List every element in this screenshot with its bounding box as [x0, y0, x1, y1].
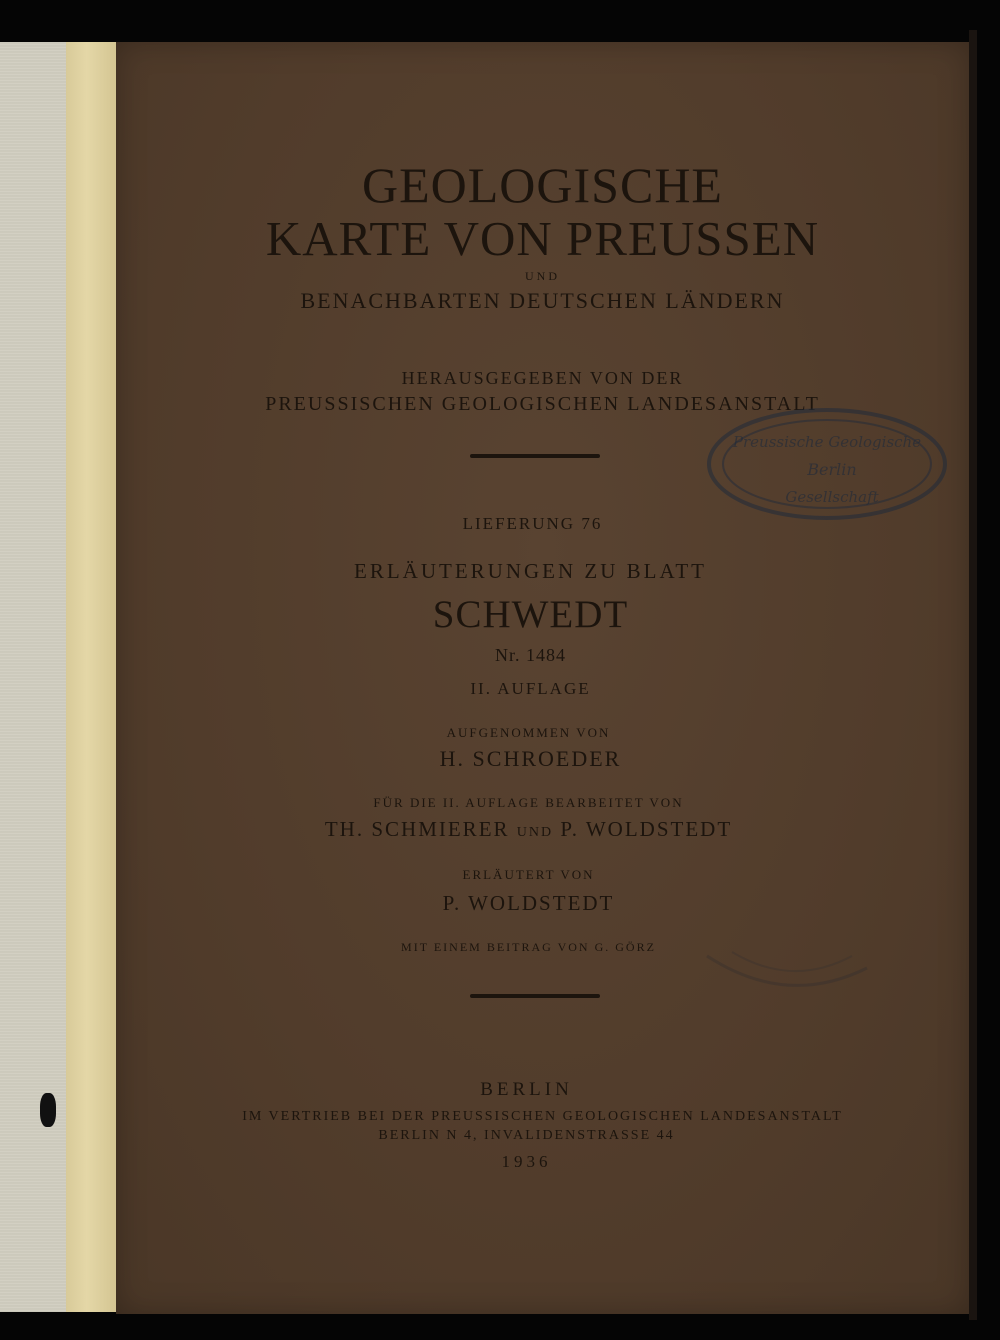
erlaeuterungen-heading: ERLÄUTERUNGEN ZU BLATT [354, 559, 707, 583]
binding-paper-strip [66, 42, 118, 1312]
title-und: UND [525, 269, 560, 283]
vertrieb-line: IM VERTRIEB BEI DER PREUSSISCHEN GEOLOGISCHEN LANDESANSTALT [242, 1109, 843, 1124]
blatt-number: Nr. 1484 [495, 645, 566, 665]
subtitle: BENACHBARTEN DEUTSCHEN LÄNDERN [300, 288, 785, 313]
divider-bottom [470, 994, 600, 998]
stamp-text-2: Berlin [807, 460, 857, 479]
erlaeutert-label: ERLÄUTERT VON [462, 867, 595, 882]
year: 1936 [501, 1152, 552, 1171]
binding-hole [40, 1093, 56, 1127]
bearbeitet-name-2: P. WOLDSTEDT [560, 817, 733, 841]
aufgenommen-name: H. SCHROEDER [439, 746, 622, 771]
publisher-line-2: PREUSSISCHEN GEOLOGISCHEN LANDESANSTALT [265, 393, 820, 415]
aufgenommen-label: AUFGENOMMEN VON [446, 725, 611, 740]
bearbeitet-label: FÜR DIE II. AUFLAGE BEARBEITET VON [373, 795, 684, 810]
edition: II. AUFLAGE [470, 679, 591, 698]
beitrag-line: MIT EINEM BEITRAG VON G. GÖRZ [401, 940, 656, 954]
stamp-text-1: Preussische Geologische [732, 433, 922, 451]
blatt-name: SCHWEDT [432, 593, 629, 636]
title-line-2: KARTE VON PREUSSEN [265, 211, 820, 266]
title-line-1: GEOLOGISCHE [362, 157, 723, 213]
book-spine-cloth [0, 42, 70, 1312]
divider-top [470, 454, 600, 458]
bearbeitet-name-1: TH. SCHMIERER [324, 817, 510, 841]
address-line: BERLIN N 4, INVALIDENSTRASSE 44 [378, 1128, 675, 1143]
erlaeutert-name: P. WOLDSTEDT [442, 891, 615, 915]
bearbeitet-names [102, 817, 955, 842]
publisher-line-1: HERAUSGEGEBEN VON DER [401, 368, 684, 388]
bearbeitet-und: UND [516, 825, 554, 840]
city: BERLIN [480, 1079, 573, 1100]
cover-edge-shadow [969, 30, 977, 1320]
lieferung-number: LIEFERUNG 76 [462, 514, 603, 533]
stamp-text-3: Gesellschaft [785, 488, 879, 506]
